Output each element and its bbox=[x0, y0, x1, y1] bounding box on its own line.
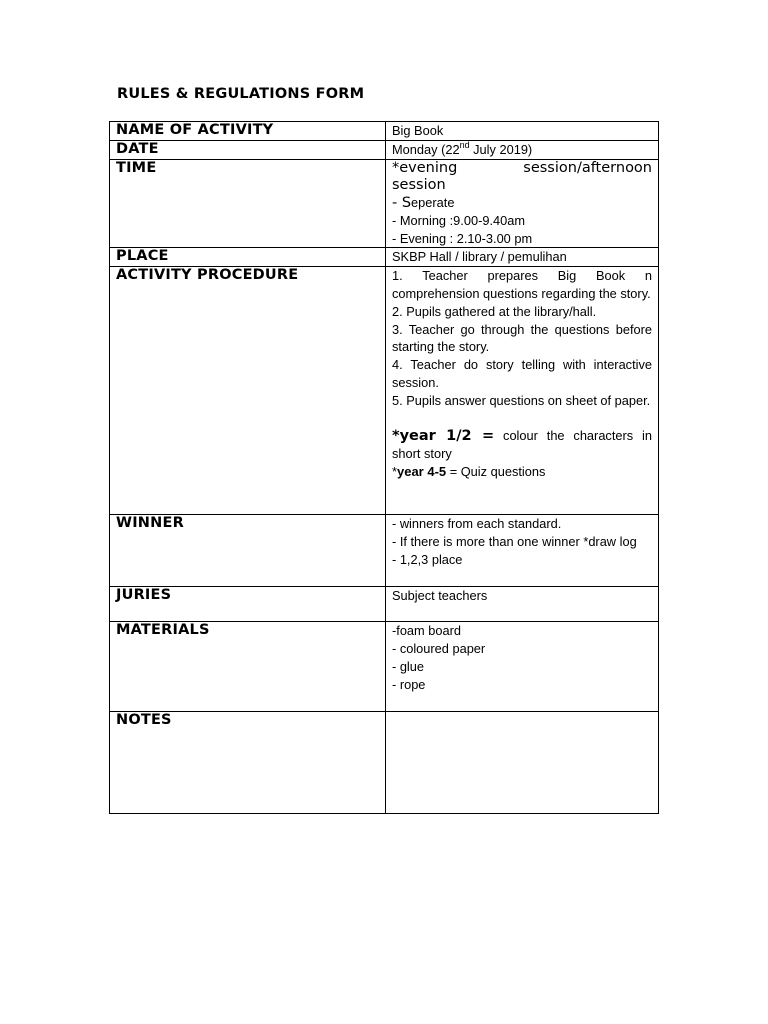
row-time bbox=[110, 159, 659, 248]
label-place: PLACE bbox=[110, 248, 386, 267]
procedure-step-3: 3. Teacher go through the questions before starting the story. bbox=[392, 321, 652, 355]
row-date bbox=[110, 141, 659, 160]
procedure-step-1: 1. Teacher prepares Big Book n comprehension questions regarding the story. bbox=[392, 268, 652, 301]
winner-line-1: - winners from each standard. bbox=[392, 516, 562, 532]
year12-label: year 1/2 = bbox=[399, 427, 495, 444]
value-winner bbox=[386, 515, 659, 587]
form-title: RULES & REGULATIONS FORM bbox=[117, 86, 365, 102]
label-winner: WINNER bbox=[110, 515, 386, 587]
date-prefix: Monday (22 bbox=[392, 142, 460, 157]
value-date bbox=[386, 141, 659, 160]
procedure-step-5: 5. Pupils answer questions on sheet of paper. bbox=[392, 392, 651, 408]
winner-line-3: - 1,2,3 place bbox=[392, 551, 463, 567]
label-date: DATE bbox=[110, 141, 386, 160]
procedure-step-4: 4. Teacher do story telling with interactive session. bbox=[392, 357, 652, 390]
row-place bbox=[110, 248, 659, 267]
procedure-year-4-5 bbox=[392, 463, 652, 481]
value-place: SKBP Hall / library / pemulihan bbox=[386, 248, 659, 267]
time-afternoon: session/afternoon bbox=[523, 159, 652, 176]
winner-line-2: - If there is more than one winner *draw log bbox=[392, 533, 637, 549]
time-line-evening: - Evening : 2.10-3.00 pm bbox=[392, 230, 533, 246]
row-juries bbox=[110, 587, 659, 622]
row-notes bbox=[110, 712, 659, 814]
value-activity: Big Book bbox=[386, 122, 659, 141]
time-line-2: session bbox=[392, 176, 446, 193]
label-notes: NOTES bbox=[110, 712, 386, 814]
material-item: - glue bbox=[392, 658, 425, 674]
value-time bbox=[386, 159, 659, 248]
procedure-step-2: 2. Pupils gathered at the library/hall. bbox=[392, 303, 597, 319]
row-winner bbox=[110, 515, 659, 587]
material-item: - rope bbox=[392, 676, 426, 692]
value-procedure bbox=[386, 267, 659, 515]
material-item: -foam board bbox=[392, 623, 461, 639]
time-line-morning: - Morning :9.00-9.40am bbox=[392, 212, 526, 228]
date-superscript: nd bbox=[459, 140, 470, 150]
time-separate-rest: eperate bbox=[411, 194, 455, 210]
label-time: TIME bbox=[110, 159, 386, 248]
row-activity bbox=[110, 122, 659, 141]
label-juries: JURIES bbox=[110, 587, 386, 622]
row-procedure bbox=[110, 267, 659, 515]
value-materials bbox=[386, 622, 659, 712]
label-procedure: ACTIVITY PROCEDURE bbox=[110, 267, 386, 515]
label-activity: NAME OF ACTIVITY bbox=[110, 122, 386, 141]
time-line-3 bbox=[392, 194, 652, 212]
row-materials bbox=[110, 622, 659, 712]
year45-star: * bbox=[392, 464, 397, 480]
material-item: - coloured paper bbox=[392, 640, 486, 656]
year45-label: year 4-5 bbox=[396, 464, 447, 480]
value-notes bbox=[386, 712, 659, 814]
time-evening: *evening bbox=[392, 159, 458, 176]
value-juries: Subject teachers bbox=[386, 587, 659, 622]
rules-form-table bbox=[109, 121, 659, 814]
year12-text: colour the characters in short story bbox=[392, 427, 652, 462]
time-line-1 bbox=[392, 160, 652, 177]
label-materials: MATERIALS bbox=[110, 622, 386, 712]
procedure-spacer bbox=[392, 410, 652, 427]
year12-star: * bbox=[392, 427, 400, 444]
date-suffix: July 2019) bbox=[469, 142, 533, 157]
year45-text: = Quiz questions bbox=[446, 464, 546, 480]
time-separate-prefix: - S bbox=[392, 194, 412, 211]
procedure-year-1-2 bbox=[392, 427, 652, 464]
